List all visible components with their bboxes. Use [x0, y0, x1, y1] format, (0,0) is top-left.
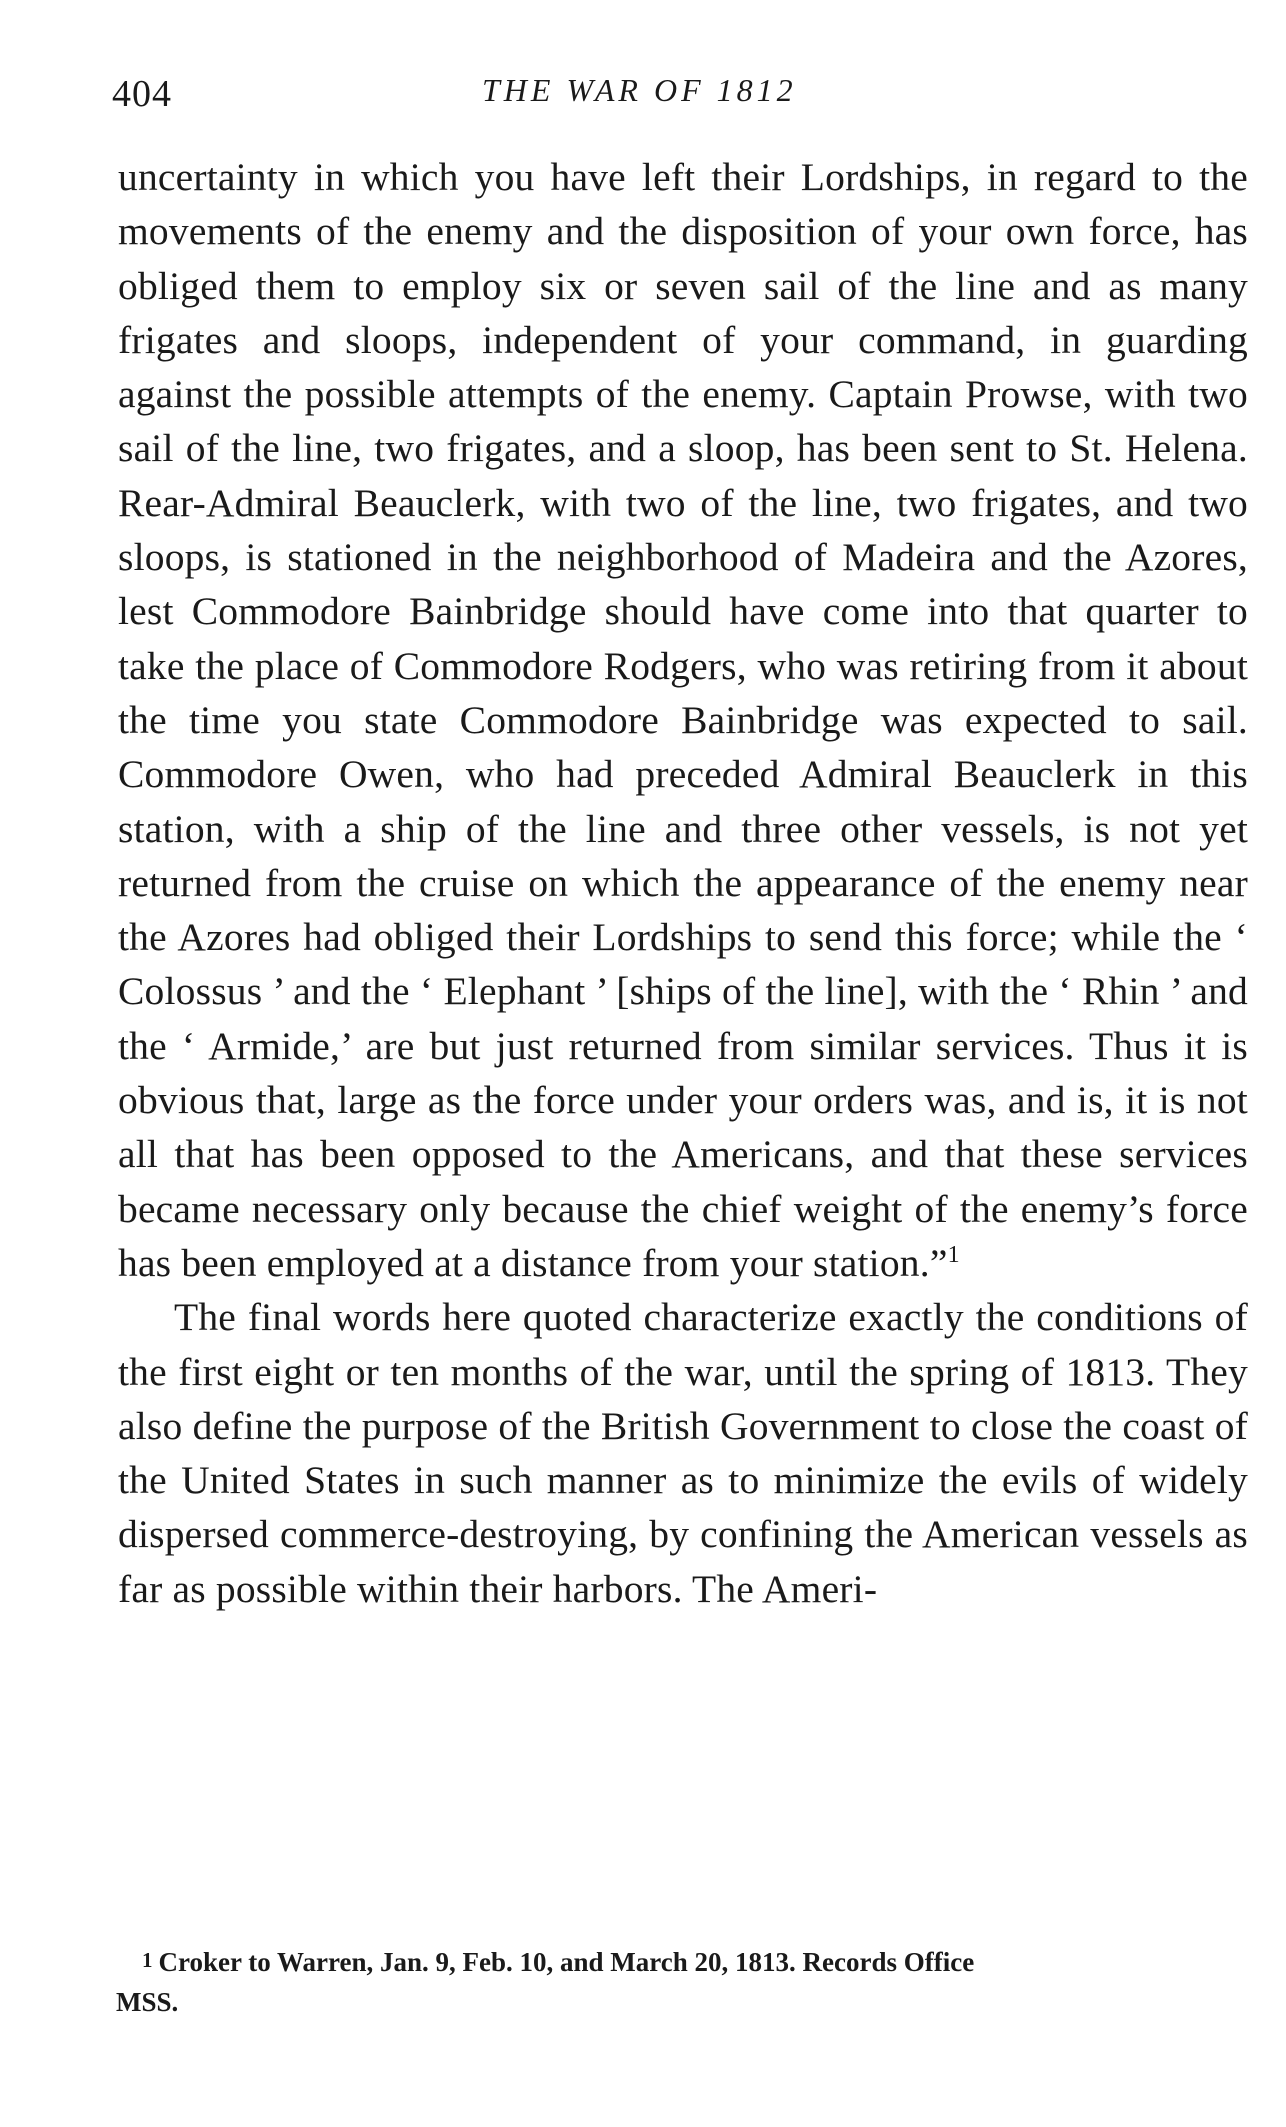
- footnote-marker: 1: [142, 1948, 153, 1972]
- footnote-continuation: MSS.: [116, 1987, 179, 2017]
- paragraph-quote-continuation: [118, 150, 1248, 1290]
- footnote-reference: 1: [947, 1241, 960, 1268]
- paragraph-1-text: uncertainty in which you have left their Lordships, in regard to the movements of the enemy and the disposition of your own force, has obliged them to employ six or seven sail of the line and as many frigates and sloops, independent of your command, in guarding against the possible attempts of the enemy. Captain Prowse, with two sail of the line, two frigates, and a sloop, has been sent to St. Helena. Rear-Admiral Beauclerk, with two of the line, two frigates, and two sloops, is stationed in the neighborhood of Madeira and the Azores, lest Commodore Bainbridge should have come into that quarter to take the place of Commodore Rodgers, who was retiring from it about the time you state Commodore Bainbridge was expected to sail. Commodore Owen, who had preceded Admiral Beauclerk in this station, with a ship of the line and three other vessels, is not yet returned from the cruise on which the appearance of the enemy near the Azores had obliged their Lordships to send this force; while the ‘ Colossus ’ and the ‘ Elephant ’ [ships of the line], with the ‘ Rhin ’ and the ‘ Armide,’ are but just returned from similar services. Thus it is obvious that, large as the force under your orders was, and is, it is not all that has been opposed to the Americans, and that these services became necessary only because the chief weight of the enemy’s force has been employed at a distance from your station.”: [118, 155, 1248, 1285]
- paragraph-commentary: The final words here quoted characterize exactly the conditions of the first eight or ten months of the war, until the spring of 1813. They also define the purpose of the British Government to close the coast of the United States in such manner as to minimize the evils of widely dispersed commerce-destroying, by confining the American vessels as far as possible within their harbors. The Ameri-: [118, 1295, 1248, 1611]
- page-header: [112, 72, 1252, 132]
- body-text: [118, 150, 1248, 1616]
- running-title: THE WAR OF 1812: [482, 72, 797, 108]
- page-number: 404: [112, 73, 172, 115]
- footnote: [116, 1940, 1252, 2022]
- footnote-text: Croker to Warren, Jan. 9, Feb. 10, and March 20, 1813. Records Office: [158, 1947, 975, 1977]
